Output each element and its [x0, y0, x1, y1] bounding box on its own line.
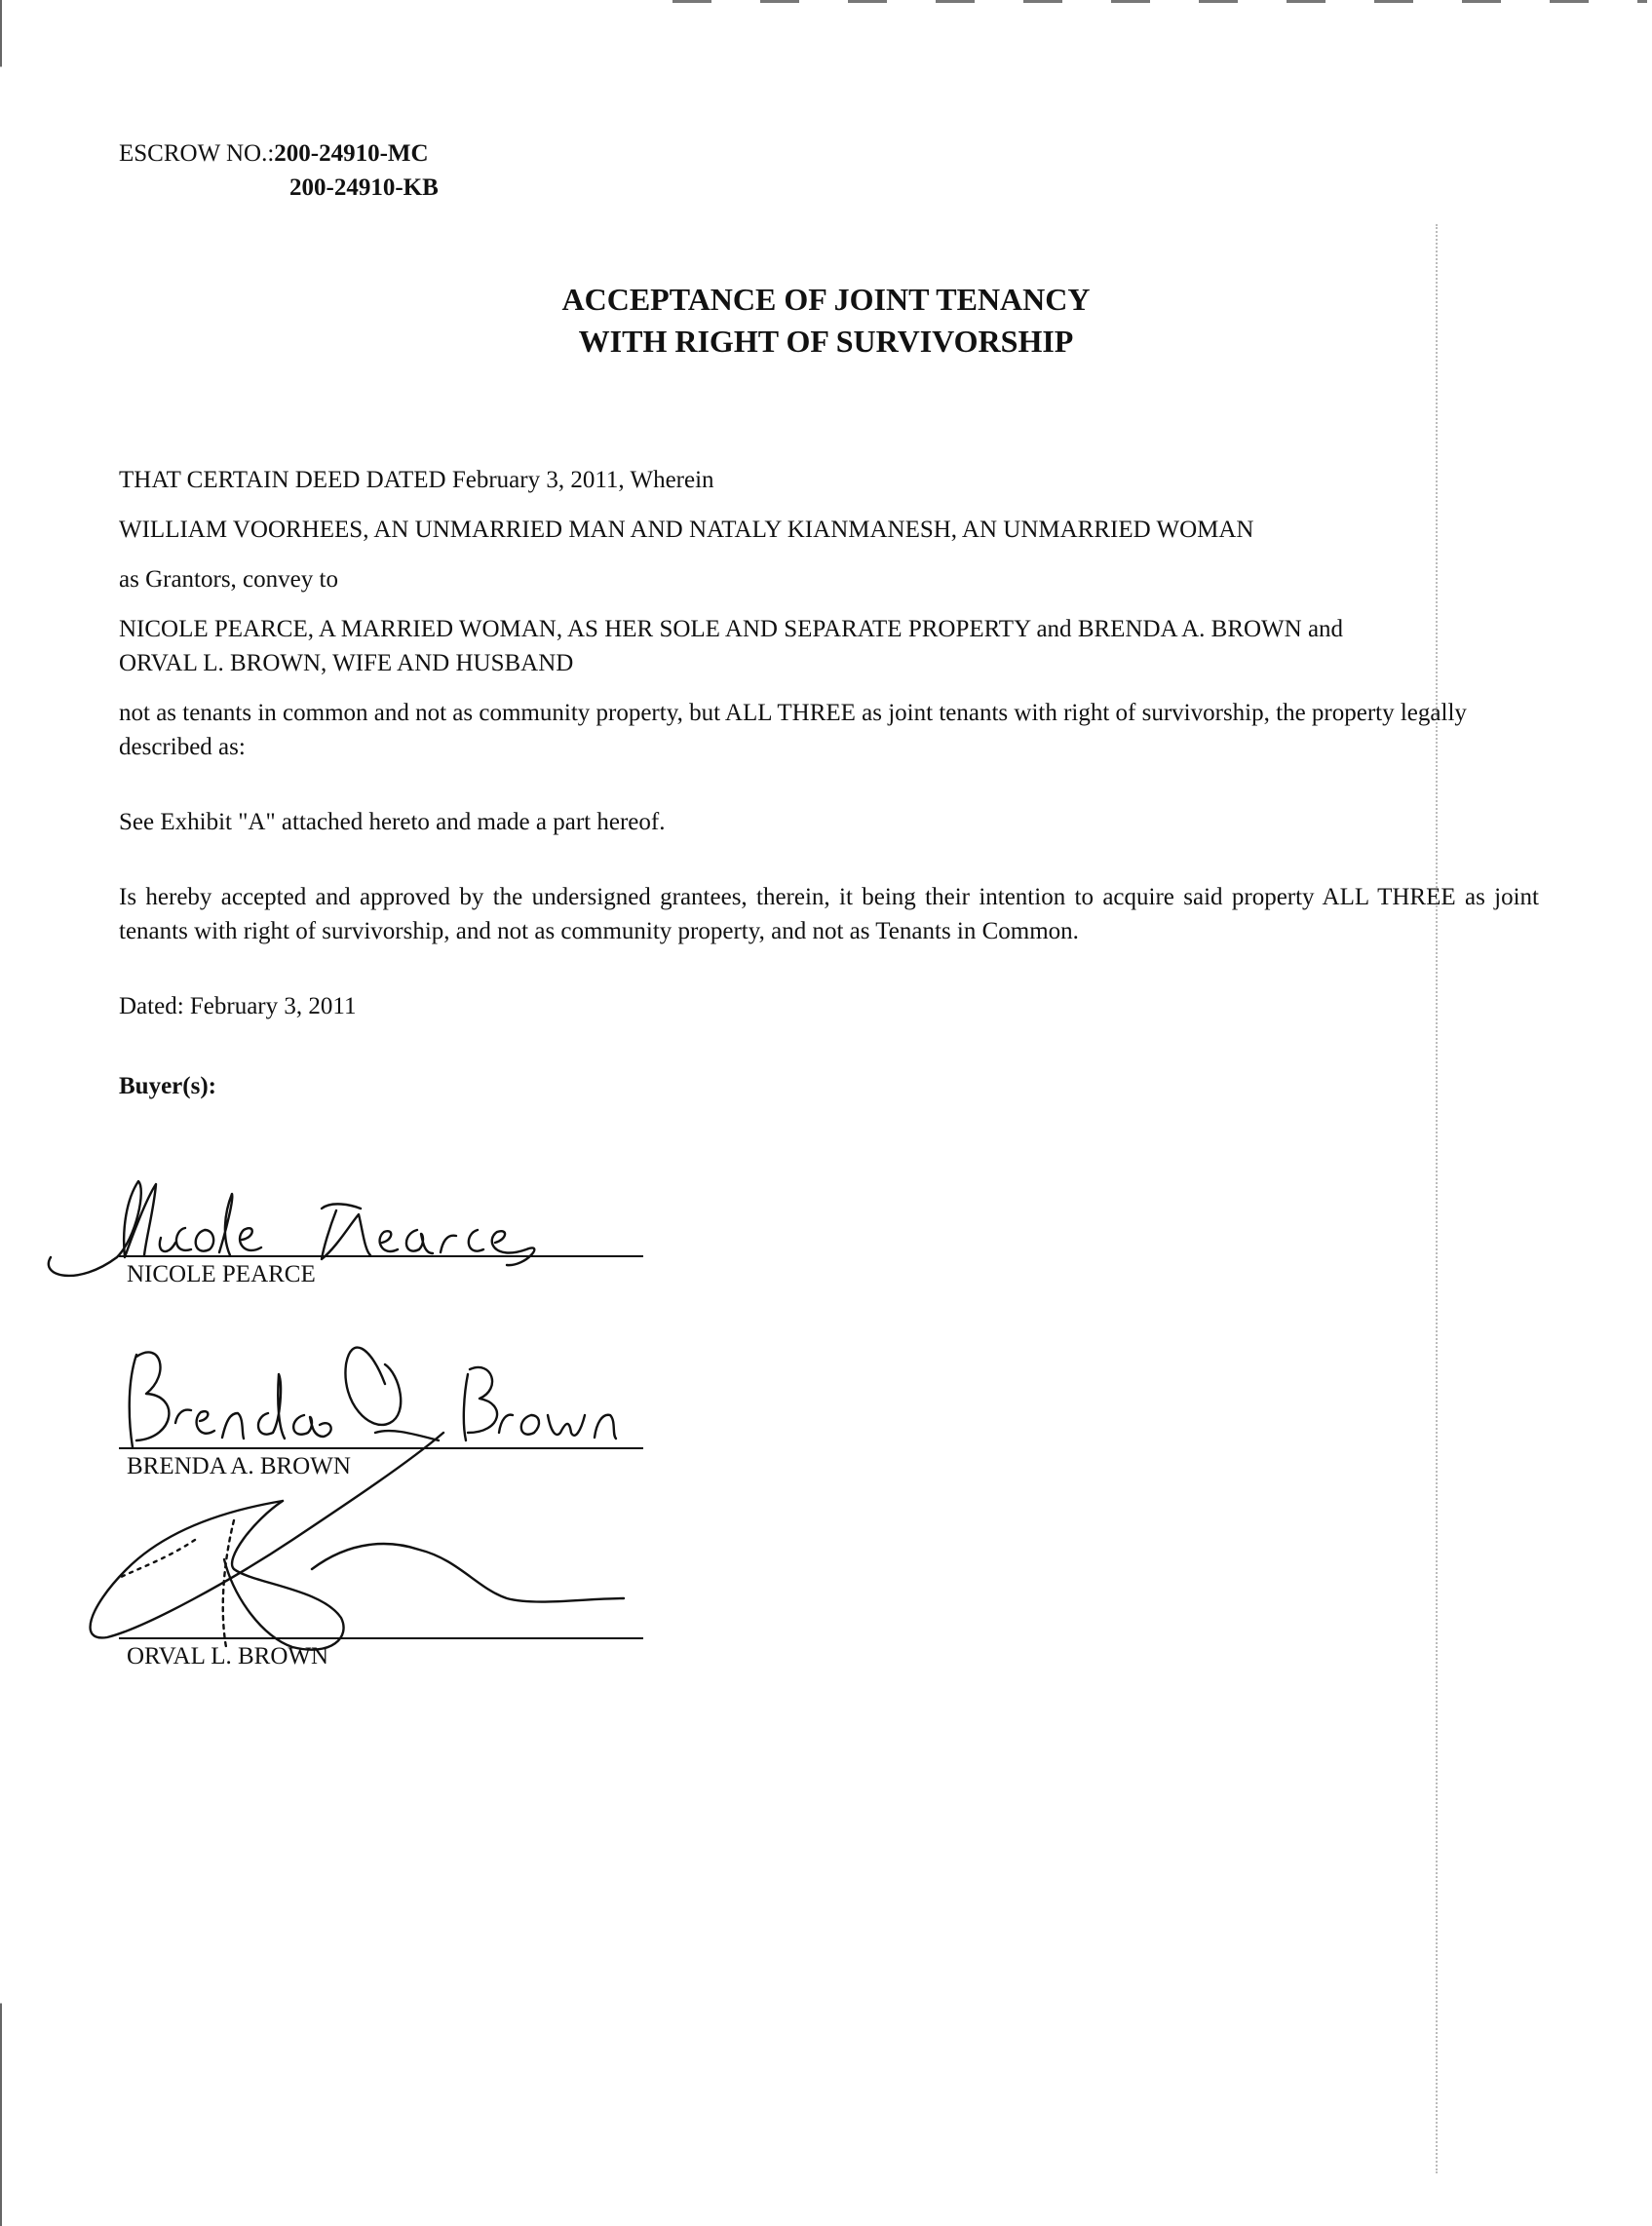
grantee-nicole: NICOLE PEARCE, A MARRIED WOMAN, AS HER SOLE AND SEPARATE PROPERTY: [119, 616, 1037, 642]
signer-name-nicole: NICOLE PEARCE: [127, 1261, 316, 1287]
grantee-brenda: BRENDA A. BROWN: [1071, 616, 1308, 642]
grantees-and: and: [1307, 616, 1344, 642]
signer-name-brenda: BRENDA A. BROWN: [127, 1453, 351, 1479]
scan-dots-right: [1436, 224, 1438, 2173]
grantees-line1: [119, 612, 1343, 646]
tenancy-clause: not as tenants in common and not as community property, but ALL THREE as joint tenants with right of survivorship, the property legally described as:: [119, 700, 1467, 760]
convey-text: as Grantors, convey to: [119, 566, 338, 593]
dated-line: Dated: February 3, 2011: [119, 993, 357, 1019]
document-title-line2: WITH RIGHT OF SURVIVORSHIP: [578, 324, 1074, 359]
escrow-label: ESCROW NO.:: [119, 140, 275, 167]
grantors: WILLIAM VOORHEES, AN UNMARRIED MAN AND NATALY KIANMANESH, AN UNMARRIED WOMAN: [119, 517, 1254, 543]
exhibit-reference: See Exhibit "A" attached hereto and made a part hereof.: [119, 809, 666, 835]
acceptance-clause: Is hereby accepted and approved by the undersigned grantees, therein, it being their intention to acquire said property ALL THREE as joint tenants with right of survivorship, and not as community property, and not as Tenants in Common.: [119, 884, 1539, 944]
deed-date: February 3, 2011: [451, 467, 619, 493]
grantees-line2: ORVAL L. BROWN, WIFE AND HUSBAND: [119, 650, 574, 676]
signer-name-orval: ORVAL L. BROWN: [127, 1643, 329, 1670]
scan-top-marks: [672, 0, 1647, 3]
buyers-label: Buyer(s):: [119, 1073, 216, 1099]
deed-intro-prefix: THAT CERTAIN DEED DATED: [119, 467, 452, 493]
deed-intro: [119, 463, 714, 497]
document-title-line1: ACCEPTANCE OF JOINT TENANCY: [561, 282, 1091, 317]
escrow-number-1: 200-24910-MC: [274, 140, 429, 167]
deed-intro-suffix: , Wherein: [618, 467, 714, 493]
grantees-and: and: [1036, 616, 1072, 642]
signature-brenda-brown: [130, 1348, 616, 1447]
escrow-number-2: 200-24910-KB: [289, 174, 439, 201]
escrow-number: [119, 136, 429, 171]
